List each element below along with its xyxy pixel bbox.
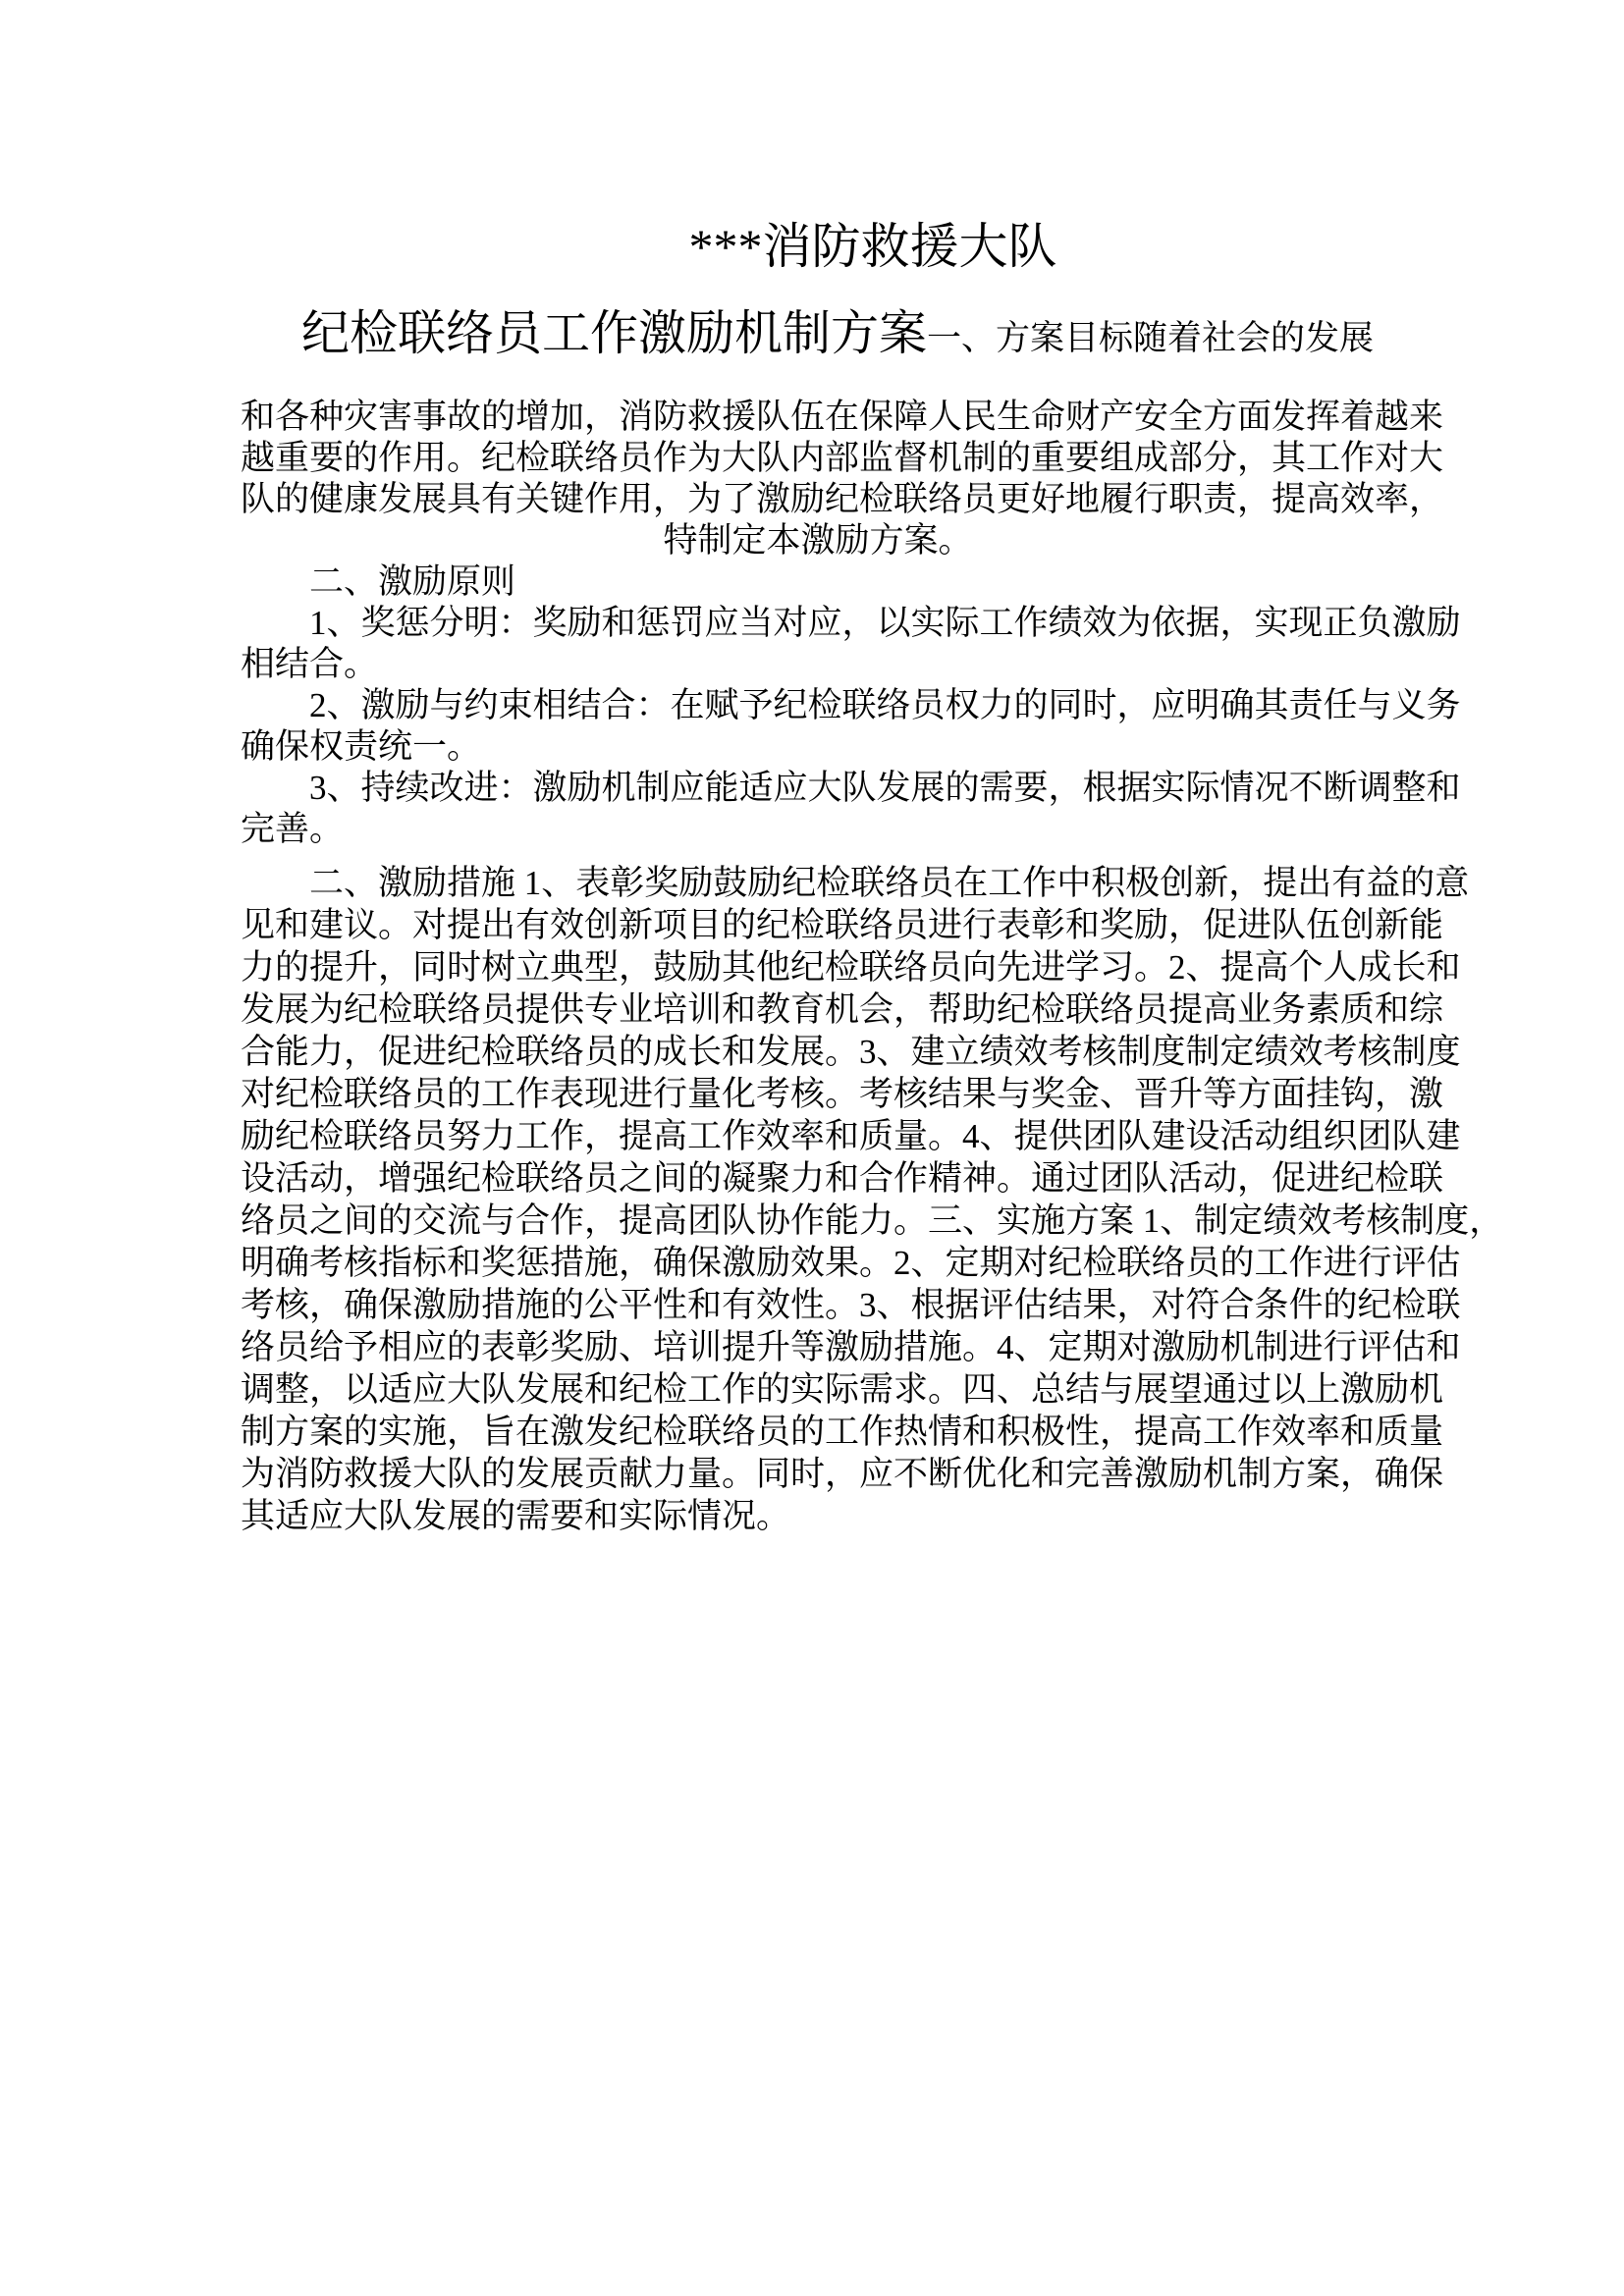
text-line: 考核，确保激励措施的公平性和有效性。3、根据评估结果，对符合条件的纪检联: [241, 1286, 1461, 1324]
text-line: 特制定本激励方案。: [663, 521, 973, 560]
section-one-heading: 一、方案目标随着社会的发展: [927, 319, 1375, 357]
text-line: 力的提升，同时树立典型，鼓励其他纪检联络员向先进学习。2、提高个人成长和: [241, 948, 1461, 987]
text-line: 明确考核指标和奖惩措施，确保激励效果。2、定期对纪检联络员的工作进行评估: [241, 1244, 1461, 1282]
text-line: 见和建议。对提出有效创新项目的纪检联络员进行表彰和奖励，促进队伍创新能: [241, 906, 1444, 944]
text-line: 确保权责统一。: [241, 727, 482, 766]
document-content: [241, 216, 1504, 1537]
section-heading-line: [260, 304, 1415, 375]
text-line: 为消防救援大队的发展贡献力量。同时，应不断优化和完善激励机制方案，确保: [241, 1455, 1444, 1493]
text-line: 3、持续改进：激励机制应能适应大队发展的需要，根据实际情况不断调整和: [309, 769, 1461, 807]
text-line: 1、奖惩分明：奖励和惩罚应当对应，以实际工作绩效为依据，实现正负激励: [309, 604, 1461, 642]
text-line: 二、激励措施 1、表彰奖励鼓励纪检联络员在工作中积极创新，提出有益的意: [309, 864, 1470, 902]
document-body: [241, 397, 1504, 1537]
text-line: 制方案的实施，旨在激发纪检联络员的工作热情和积极性，提高工作效率和质量: [241, 1413, 1444, 1451]
text-line: 相结合。: [241, 645, 379, 683]
text-line: 和各种灾害事故的增加，消防救援队伍在保障人民生命财产安全方面发挥着越来: [241, 398, 1444, 436]
text-line: 完善。: [241, 810, 345, 848]
text-line: 二、激励原则: [309, 562, 516, 601]
text-line: 对纪检联络员的工作表现进行量化考核。考核结果与奖金、晋升等方面挂钩，激: [241, 1075, 1444, 1113]
document-subtitle: 纪检联络员工作激励机制方案: [300, 306, 927, 360]
document-title: ***消防救援大队: [688, 219, 1057, 274]
text-line: 络员给予相应的表彰奖励、培训提升等激励措施。4、定期对激励机制进行评估和: [241, 1328, 1461, 1366]
text-line: 发展为纪检联络员提供专业培训和教育机会，帮助纪检联络员提高业务素质和综: [241, 990, 1444, 1029]
text-line: 2、激励与约束相结合：在赋予纪检联络员权力的同时，应明确其责任与义务: [309, 686, 1461, 724]
text-line: 越重要的作用。纪检联络员作为大队内部监督机制的重要组成部分，其工作对大: [241, 439, 1444, 477]
text-line: 合能力，促进纪检联络员的成长和发展。3、建立绩效考核制度制定绩效考核制度: [241, 1033, 1461, 1071]
text-line: 队的健康发展具有关键作用，为了激励纪检联络员更好地履行职责，提高效率，: [241, 480, 1444, 518]
text-line: 络员之间的交流与合作，提高团队协作能力。三、实施方案 1、制定绩效考核制度，: [241, 1201, 1504, 1240]
text-line: 励纪检联络员努力工作，提高工作效率和质量。4、提供团队建设活动组织团队建: [241, 1117, 1461, 1155]
text-line: 设活动，增强纪检联络员之间的凝聚力和合作精神。通过团队活动，促进纪检联: [241, 1159, 1444, 1198]
text-line: 其适应大队发展的需要和实际情况。: [241, 1497, 791, 1535]
text-line: 调整，以适应大队发展和纪检工作的实际需求。四、总结与展望通过以上激励机: [241, 1370, 1444, 1409]
